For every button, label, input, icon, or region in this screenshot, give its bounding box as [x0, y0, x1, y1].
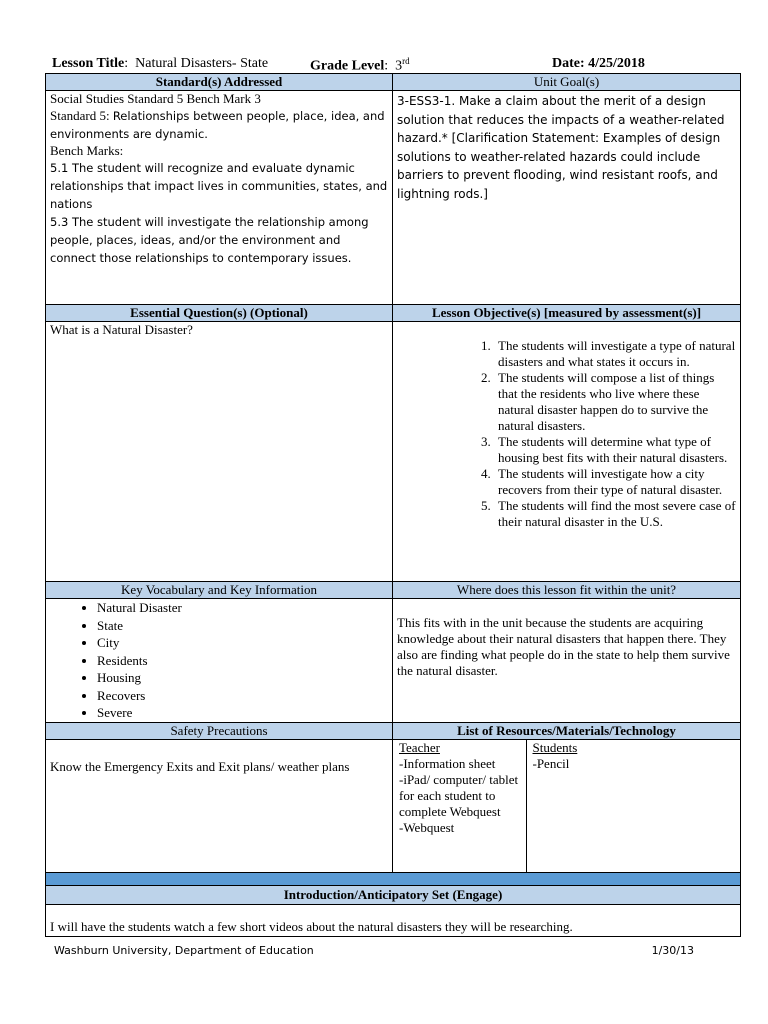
unit-fit-heading: Where does this lesson fit within the unit?: [393, 582, 741, 599]
objectives-heading: Lesson Objective(s) [measured by assessment(s)]: [393, 305, 741, 322]
standards-cell: [46, 91, 393, 305]
vocab-item: • Residents: [97, 652, 388, 670]
vocab-heading: Key Vocabulary and Key Information: [46, 582, 393, 599]
intro-text: I will have the students watch a few short videos about the natural disasters they will be researching.: [50, 919, 573, 934]
teacher-resource-item: -Information sheet: [399, 756, 496, 771]
safety-text: Know the Emergency Exits and Exit plans/ weather plans: [50, 759, 350, 774]
resources-heading: List of Resources/Materials/Technology: [393, 723, 741, 740]
vocab-item: • Housing: [97, 669, 388, 687]
bench-mark-5-3: 5.3 The student will investigate the relationship among people, places, ideas, and/or the environment and connect those relationships to contemporary issues.: [50, 215, 369, 265]
safety-heading: Safety Precautions: [46, 723, 393, 740]
unit-goals-heading: Unit Goal(s): [393, 74, 741, 91]
students-label: Students: [532, 740, 578, 755]
unit-goals-text: 3-ESS3-1. Make a claim about the merit of a design solution that reduces the impacts of a weather-related hazard.* [Clarification Statement: Examples of design solutions to weather-related hazards could include barriers to prevent flooding, wind resistant roofs, and lightning rods.]: [397, 94, 725, 201]
unit-fit-cell: [393, 599, 741, 723]
intro-cell: [46, 905, 741, 937]
objective-item: 1. The students will investigate a type of natural disasters and what states it occurs in.: [494, 338, 736, 370]
vocab-item: • Natural Disaster: [97, 599, 388, 617]
objective-item: 3. The students will determine what type of housing best fits with their natural disasters.: [494, 434, 736, 466]
standards-line2: Standard 5: Relationships between people, place, idea, and environments are dynamic.: [50, 108, 385, 141]
teacher-resource-item: -Webquest: [399, 820, 455, 835]
essential-question-heading: Essential Question(s) (Optional): [46, 305, 393, 322]
vocab-item: • City: [97, 634, 388, 652]
unit-fit-text: This fits with in the unit because the students are acquiring knowledge about their natural disasters that happen there. They also are finding what people do in the state to help them survive the natural disaster.: [397, 615, 730, 678]
vocab-cell: [46, 599, 393, 723]
objective-item: 2. The students will compose a list of things that the residents who live where these natural disaster happen do to survive the natural disasters.: [494, 370, 736, 434]
objective-item: 4. The students will investigate how a city recovers from their type of natural disaster.: [494, 466, 736, 498]
lesson-title: Lesson Title: Natural Disasters- State: [52, 56, 269, 71]
grade-level: Grade Level: 3rd: [310, 56, 410, 74]
standards-line1: Social Studies Standard 5 Bench Mark 3: [50, 91, 261, 106]
student-resources: [526, 740, 741, 872]
page-footer: [54, 944, 694, 957]
teacher-label: Teacher: [399, 740, 440, 755]
bench-marks-label: Bench Marks:: [50, 143, 124, 158]
vocab-item: • State: [97, 617, 388, 635]
teacher-resource-item: -iPad/ computer/ tablet for each student to complete Webquest: [399, 772, 519, 819]
resources-inner-table: [393, 740, 741, 872]
resources-cell: [393, 740, 741, 873]
lesson-plan-table: [45, 73, 741, 937]
document-header: [52, 54, 752, 74]
objectives-cell: [393, 322, 741, 582]
objective-item: 5. The students will find the most severe case of their natural disaster in the U.S.: [494, 498, 736, 530]
vocab-item: • Severe: [97, 704, 388, 722]
standards-heading: Standard(s) Addressed: [46, 74, 393, 91]
footer-institution: Washburn University, Department of Education: [54, 944, 314, 957]
essential-question-text: What is a Natural Disaster?: [50, 322, 193, 337]
teacher-resources: [393, 740, 526, 872]
objectives-list: [397, 338, 736, 530]
essential-question-cell: [46, 322, 393, 582]
lesson-date: Date: 4/25/2018: [552, 56, 645, 71]
bench-mark-5-1: 5.1 The student will recognize and evaluate dynamic relationships that impact lives in communities, states, and nations: [50, 161, 388, 211]
vocab-list: [50, 599, 388, 722]
footer-date: 1/30/13: [651, 944, 694, 957]
student-resource-item: -Pencil: [532, 756, 570, 771]
unit-goals-cell: [393, 91, 741, 305]
safety-cell: [46, 740, 393, 873]
intro-heading: Introduction/Anticipatory Set (Engage): [46, 886, 741, 905]
vocab-item: • Recovers: [97, 687, 388, 705]
section-divider-bar: [46, 873, 741, 886]
